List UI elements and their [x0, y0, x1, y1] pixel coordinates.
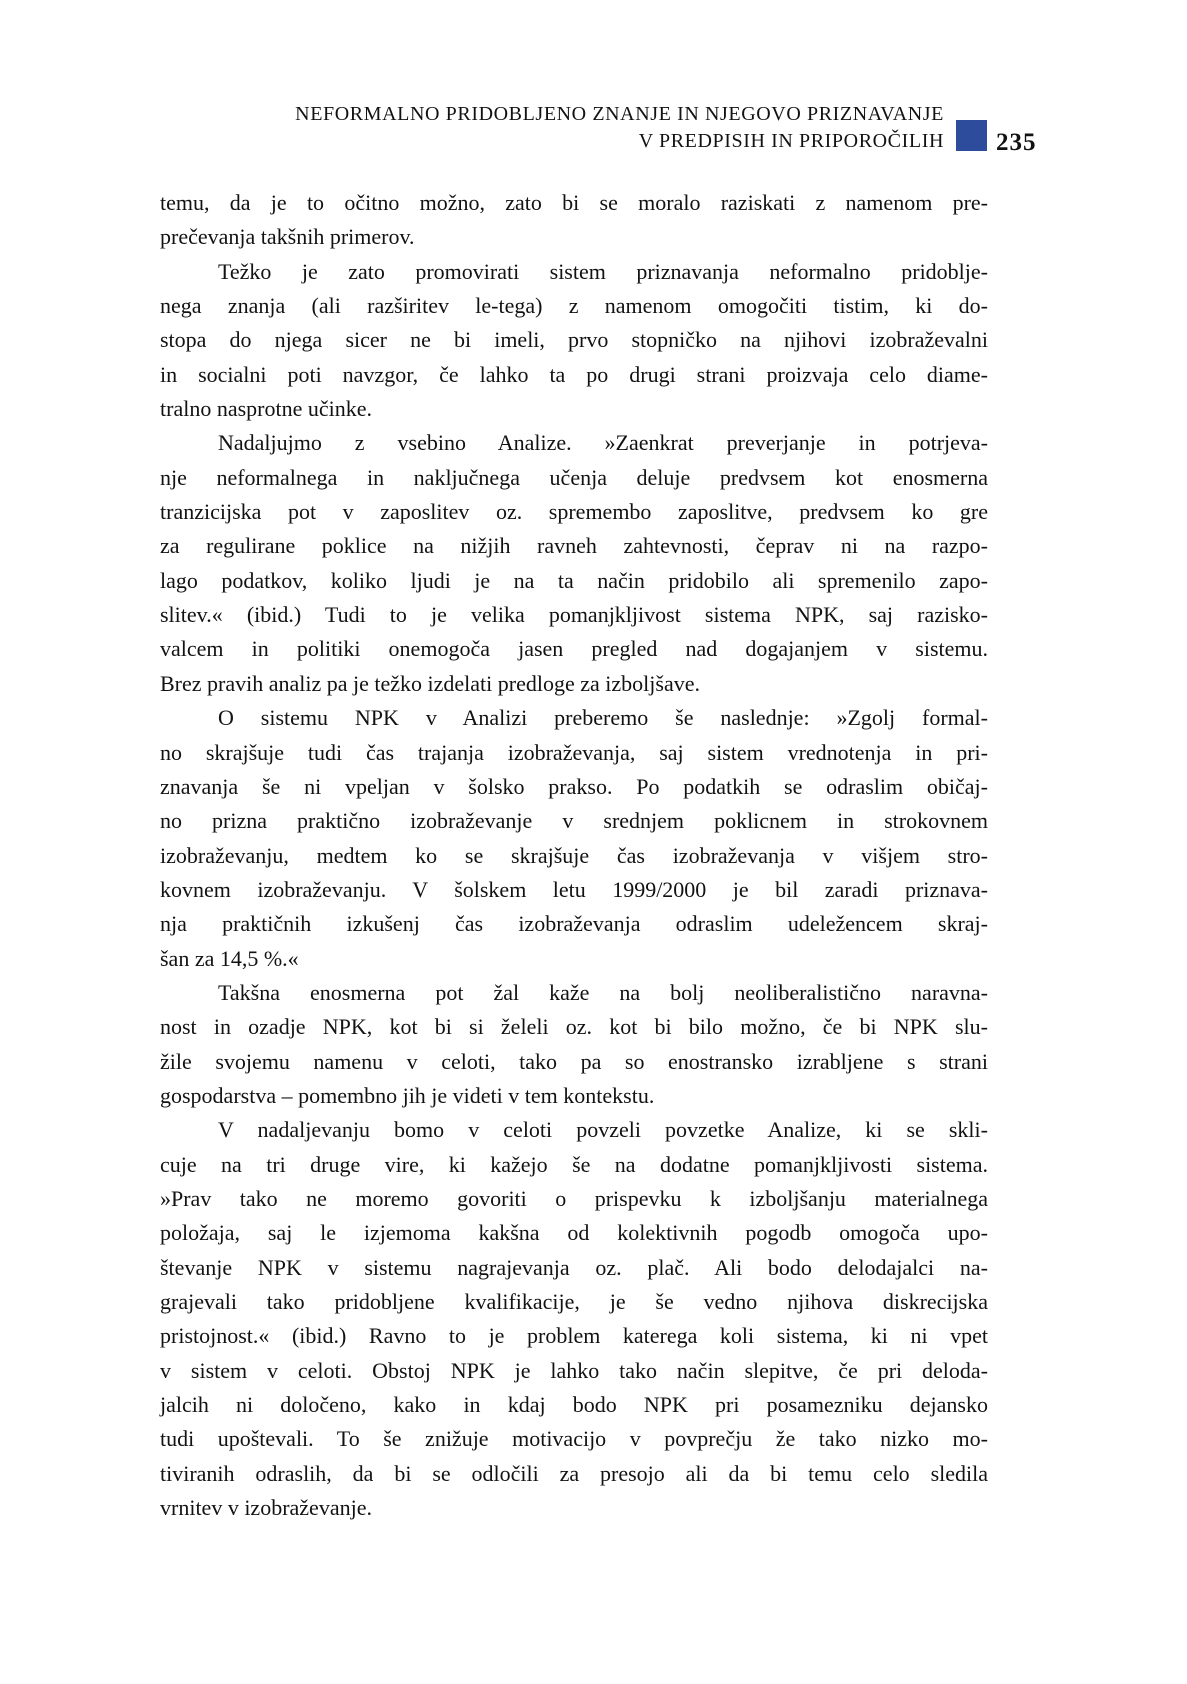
text-line-p6-l2: cuje na tri druge vire, ki kažejo še na dodatne pomanjkljivosti sistema.	[160, 1151, 988, 1177]
text-line-p1-l1: temu, da je to očitno možno, zato bi se moralo raziskati z namenom pre-	[160, 190, 988, 215]
body-text	[160, 186, 988, 1525]
text-line-p5-l3: žile svojemu namenu v celoti, tako pa so enostransko izrabljene s strani	[160, 1048, 988, 1074]
text-line-p6-l6: grajevali tako pridobljene kvalifikacije, je še vedno njihova diskrecijska	[160, 1289, 988, 1314]
text-line-p6-l1: V nadaljevanju bomo v celoti povzeli povzetke Analize, ki se skli-	[218, 1117, 988, 1143]
text-line-p6-l5: števanje NPK v sistemu nagrajevanja oz. plač. Ali bodo delodajalci na-	[160, 1254, 988, 1280]
text-line-p3-l3: tranzicijska pot v zaposlitev oz. spremembo zaposlitve, predvsem ko gre	[160, 499, 988, 525]
text-line-p3-l6: slitev.« (ibid.) Tudi to je velika pomanjkljivost sistema NPK, saj razisko-	[160, 602, 988, 628]
text-line-p6-l7: pristojnost.« (ibid.) Ravno to je problem katerega koli sistema, ki ni vpet	[160, 1323, 988, 1349]
text-line-p3-l2: nje neformalnega in naključnega učenja deluje predvsem kot enosmerna	[160, 464, 988, 490]
accent-square	[956, 120, 987, 151]
header-title-line2: V PREDPISIH IN PRIPOROČILIH	[638, 130, 944, 152]
text-line-p6-l8: v sistem v celoti. Obstoj NPK je lahko tako način slepitve, če pri deloda-	[160, 1357, 988, 1383]
text-line-p2-l3: stopa do njega sicer ne bi imeli, prvo stopničko na njihovi izobraževalni	[160, 327, 988, 353]
text-line-p5-l2: nost in ozadje NPK, kot bi si želeli oz. kot bi bilo možno, če bi NPK slu-	[160, 1014, 988, 1040]
text-line-p6-l12: vrnitev v izobraževanje.	[160, 1495, 372, 1521]
text-line-p6-l4: položaja, saj le izjemoma kakšna od kolektivnih pogodb omogoča upo-	[160, 1220, 988, 1246]
text-line-p2-l2: nega znanja (ali razširitev le-tega) z namenom omogočiti tistim, ki do-	[160, 293, 988, 319]
text-line-p1-l2: prečevanja takšnih primerov.	[160, 224, 415, 250]
text-line-p5-l4: gospodarstva – pomembno jih je videti v tem kontekstu.	[160, 1082, 655, 1108]
text-line-p3-l8: Brez pravih analiz pa je težko izdelati predloge za izboljšave.	[160, 670, 700, 696]
header-title-line1: NEFORMALNO PRIDOBLJENO ZNANJE IN NJEGOVO PRIZNAVANJE	[295, 103, 944, 125]
text-line-p6-l10: tudi upoštevali. To še znižuje motivacijo v povprečju že tako nizko mo-	[160, 1426, 988, 1452]
text-line-p6-l3: »Prav tako ne moremo govoriti o prispevku k izboljšanju materialnega	[160, 1185, 988, 1211]
text-line-p4-l8: šan za 14,5 %.«	[160, 945, 299, 971]
text-line-p4-l7: nja praktičnih izkušenj čas izobraževanja odraslim udeležencem skraj-	[160, 911, 988, 937]
text-line-p6-l9: jalcih ni določeno, kako in kdaj bodo NPK pri posamezniku dejansko	[160, 1392, 988, 1418]
page-number: 235	[996, 129, 1037, 156]
text-line-p2-l4: in socialni poti navzgor, če lahko ta po drugi strani proizvaja celo diame-	[160, 361, 988, 387]
text-line-p4-l2: no skrajšuje tudi čas trajanja izobraževanja, saj sistem vrednotenja in pri-	[160, 739, 988, 765]
text-line-p4-l3: znavanja še ni vpeljan v šolsko prakso. Po podatkih se odraslim običaj-	[160, 773, 988, 799]
text-line-p4-l5: izobraževanju, medtem ko se skrajšuje čas izobraževanja v višjem stro-	[160, 842, 988, 868]
text-line-p2-l5: tralno nasprotne učinke.	[160, 396, 372, 422]
text-line-p5-l1: Takšna enosmerna pot žal kaže na bolj neoliberalistično naravna-	[218, 979, 988, 1005]
text-line-p2-l1: Težko je zato promovirati sistem priznavanja neformalno pridoblje-	[218, 258, 988, 284]
text-line-p3-l5: lago podatkov, koliko ljudi je na ta način pridobilo ali spremenilo zapo-	[160, 567, 988, 593]
text-line-p4-l4: no prizna praktično izobraževanje v srednjem poklicnem in strokovnem	[160, 808, 988, 834]
text-line-p6-l11: tiviranih odraslih, da bi se odločili za presojo ali da bi temu celo sledila	[160, 1460, 988, 1486]
text-line-p4-l1: O sistemu NPK v Analizi preberemo še naslednje: »Zgolj formal-	[218, 705, 988, 731]
text-line-p3-l1: Nadaljujmo z vsebino Analize. »Zaenkrat preverjanje in potrjeva-	[218, 430, 988, 456]
text-line-p4-l6: kovnem izobraževanju. V šolskem letu 1999/2000 je bil zaradi priznava-	[160, 876, 988, 902]
text-line-p3-l7: valcem in politiki onemogoča jasen pregled nad dogajanjem v sistemu.	[160, 636, 988, 662]
running-header	[295, 101, 944, 155]
text-line-p3-l4: za regulirane poklice na nižjih ravneh zahtevnosti, čeprav ni na razpo-	[160, 533, 988, 559]
